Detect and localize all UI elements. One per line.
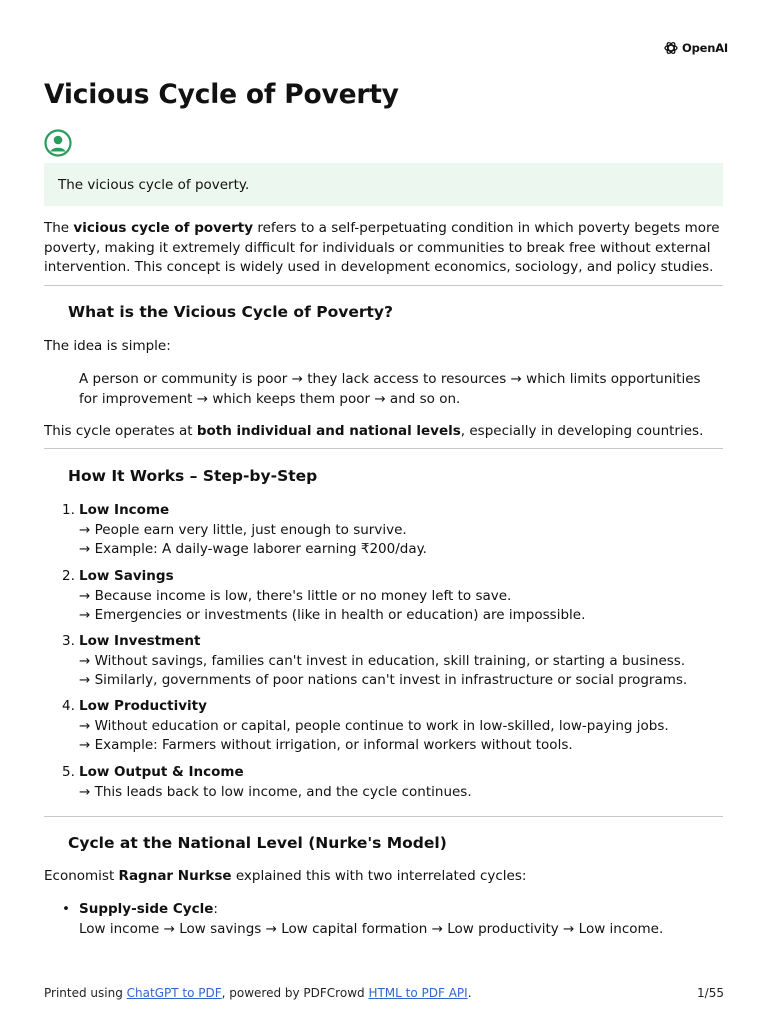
- step-detail: → Without savings, families can't invest in education, skill training, or starting a business.: [79, 652, 686, 669]
- step-detail: → Emergencies or investments (like in health or education) are impossible.: [79, 607, 586, 623]
- bullet-colon: :: [213, 901, 218, 917]
- note-text: This cycle operates at: [44, 423, 197, 439]
- step-detail: → This leads back to low income, and the cycle continues.: [79, 783, 472, 800]
- intro-bold-term: vicious cycle of poverty: [73, 220, 254, 236]
- step-detail: → Without education or capital, people continue to work in low-skilled, low-paying jobs.: [79, 717, 669, 734]
- note-text-rest: , especially in developing countries.: [460, 423, 704, 439]
- section1-quote: A person or community is poor → they lack access to resources → which limits opportunities for improvement → which keeps them poor → and so on.: [79, 371, 701, 407]
- user-avatar-icon: [44, 129, 72, 157]
- section1-lead: The idea is simple:: [44, 338, 171, 354]
- intro-text: The: [44, 220, 74, 236]
- step-title: Low Savings: [79, 568, 174, 584]
- step-detail: → Because income is low, there's little or no money left to save.: [79, 587, 512, 604]
- openai-knot-icon: [663, 40, 679, 56]
- step-item: [62, 763, 702, 802]
- step-detail: → People earn very little, just enough to survive.: [79, 521, 407, 538]
- list-item: [62, 900, 712, 939]
- divider: [44, 816, 723, 817]
- brand-name: OpenAI: [682, 41, 728, 55]
- page-title: Vicious Cycle of Poverty: [44, 79, 399, 110]
- step-number: 3.: [62, 633, 75, 649]
- intro-paragraph: [44, 219, 724, 278]
- bullet-dot-icon: •: [62, 901, 70, 917]
- step-number: 4.: [62, 698, 75, 714]
- step-title: Low Investment: [79, 633, 201, 649]
- intro-text-rest: refers to a self-perpetuating condition in which poverty begets more poverty, making it extremely difficult for individuals or communities to break free without external intervention. This concept is widely used in development economics, sociology, and policy studies.: [44, 220, 720, 275]
- section1-note: [44, 422, 724, 442]
- step-title: Low Income: [79, 502, 170, 518]
- section-heading-what-is: What is the Vicious Cycle of Poverty?: [68, 303, 393, 321]
- section3-lead: [44, 867, 724, 887]
- chatgpt-to-pdf-link[interactable]: ChatGPT to PDF: [126, 986, 222, 1000]
- step-number: 2.: [62, 568, 75, 584]
- step-item: [62, 567, 702, 626]
- step-title: Low Productivity: [79, 698, 207, 714]
- footer-text: Printed using: [44, 986, 127, 1000]
- lead-bold-name: Ragnar Nurkse: [118, 868, 232, 884]
- html-to-pdf-api-link[interactable]: HTML to PDF API: [368, 986, 468, 1000]
- openai-logo: [663, 40, 728, 56]
- divider: [44, 285, 723, 286]
- page-number: 1/55: [697, 986, 724, 1000]
- callout-text: The vicious cycle of poverty.: [58, 177, 250, 193]
- step-item: [62, 632, 702, 691]
- footer-text-mid: , powered by PDFCrowd: [221, 986, 369, 1000]
- bullet-title: Supply-side Cycle: [79, 901, 214, 917]
- step-number: 5.: [62, 764, 75, 780]
- section-heading-national-level: Cycle at the National Level (Nurke's Model): [68, 834, 447, 852]
- step-item: [62, 501, 702, 560]
- user-prompt-callout: [44, 163, 723, 206]
- section-heading-how-it-works: How It Works – Step-by-Step: [68, 467, 318, 485]
- note-bold: both individual and national levels: [196, 423, 461, 439]
- step-detail: → Example: A daily-wage laborer earning ₹200/day.: [79, 541, 427, 557]
- step-title: Low Output & Income: [79, 764, 244, 780]
- footer-text-end: .: [467, 986, 472, 1000]
- print-footer: [44, 985, 724, 1001]
- divider: [44, 448, 723, 449]
- step-item: [62, 697, 702, 756]
- bullet-text: Low income → Low savings → Low capital formation → Low productivity → Low income.: [79, 920, 664, 937]
- lead-text-rest: explained this with two interrelated cycles:: [231, 868, 527, 884]
- lead-text: Economist: [44, 868, 119, 884]
- step-detail: → Example: Farmers without irrigation, or informal workers without tools.: [79, 737, 573, 753]
- step-detail: → Similarly, governments of poor nations can't invest in infrastructure or social programs.: [79, 672, 688, 688]
- step-number: 1.: [62, 502, 75, 518]
